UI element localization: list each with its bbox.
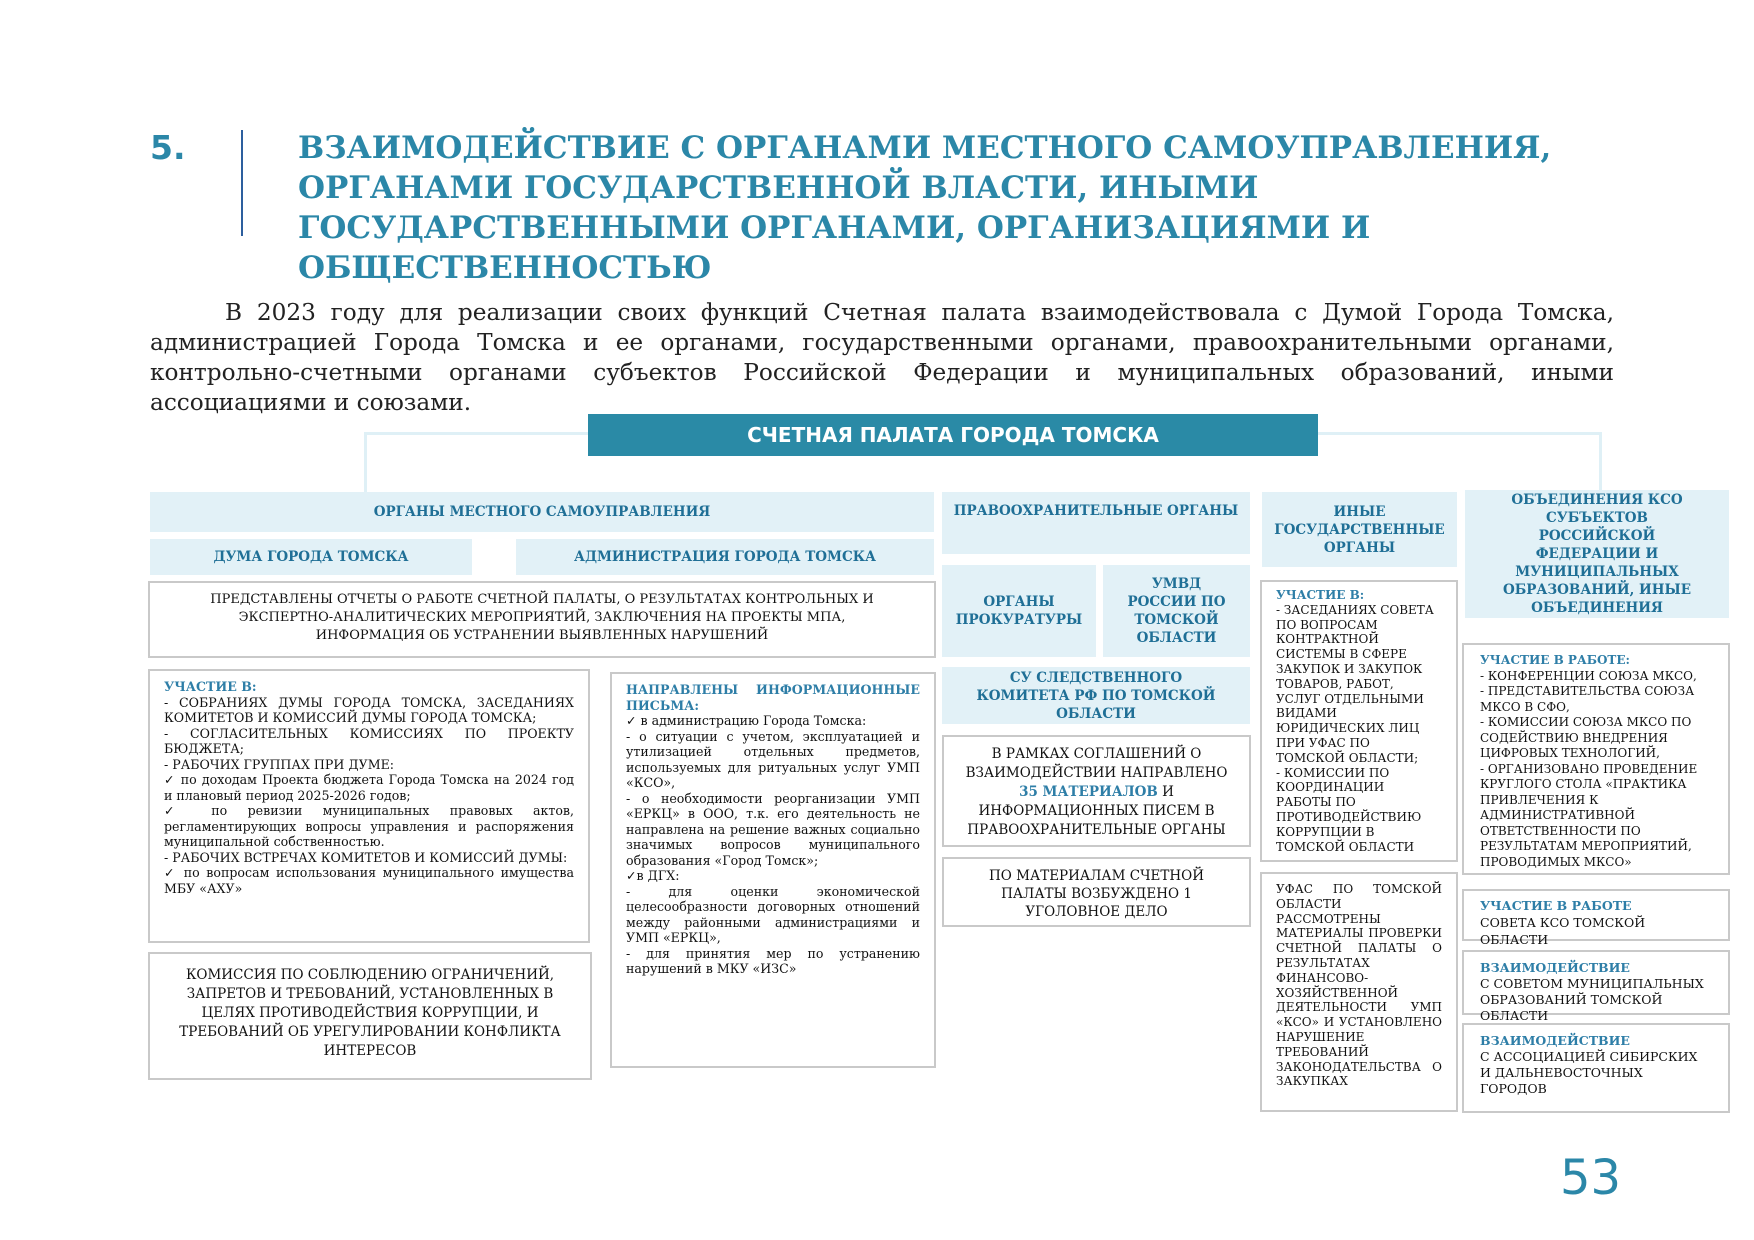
assoc-work-line: - КОНФЕРЕНЦИИ СОЮЗА МКСО, [1480, 668, 1697, 683]
agreements-text-pre: В РАМКАХ СОГЛАШЕНИЙ О ВЗАИМОДЕЙСТВИИ НАПРАВЛЕНО [965, 746, 1228, 781]
section-title: ВЗАИМОДЕЙСТВИЕ С ОРГАНАМИ МЕСТНОГО САМОУПРАВЛЕНИЯ, ОРГАНАМИ ГОСУДАРСТВЕННОЙ ВЛАСТИ, ИНЫМИ ГОСУДАРСТВЕННЫМИ ОРГАНАМИ, ОРГАНИЗАЦИЯМИ И ОБЩЕСТВЕННОСТЬЮ [298, 130, 1552, 286]
assoc-work-box [1462, 643, 1730, 875]
commission-text: КОМИССИЯ ПО СОБЛЮДЕНИЮ ОГРАНИЧЕНИЙ, ЗАПРЕТОВ И ТРЕБОВАНИЙ, УСТАНОВЛЕННЫХ В ЦЕЛЯХ ПРОТИВОДЕЙСТВИЯ КОРРУПЦИИ, И ТРЕБОВАНИЙ ОБ УРЕГУЛИРОВАНИИ КОНФЛИКТА ИНТЕРЕСОВ [179, 967, 561, 1059]
section-number: 5. [150, 128, 186, 167]
assoc-work-label: УЧАСТИЕ В РАБОТЕ: [1480, 653, 1630, 667]
agreements-count: 35 МАТЕРИАЛОВ [1019, 784, 1158, 800]
page-number: 53 [1560, 1150, 1622, 1206]
letters-label: НАПРАВЛЕНЫ ИНФОРМАЦИОННЫЕ ПИСЬМА: [626, 682, 920, 713]
letters-box [610, 672, 936, 1068]
letters-line: - для оценки экономической целесообразности договорных отношений между районными администрациями и УМП «ЕРКЦ», [626, 883, 920, 945]
letters-line: ✓ в администрацию Города Томска: [626, 713, 867, 728]
assoc-work-line: - ПРЕДСТАВИТЕЛЬСТВА СОЮЗА МКСО В СФО, [1480, 684, 1695, 714]
duma-participation-box [148, 669, 590, 943]
criminal-case-box [942, 857, 1251, 927]
chamber-banner: СЧЕТНАЯ ПАЛАТА ГОРОДА ТОМСКА [588, 414, 1318, 456]
other-government-header: ИНЫЕ ГОСУДАРСТВЕННЫЕ ОРГАНЫ [1262, 492, 1457, 567]
duma-participation-line: ✓ по доходам Проекта бюджета Города Томска на 2024 год и плановый период 2025-2026 годов; [164, 772, 574, 803]
criminal-case-text: ПО МАТЕРИАЛАМ СЧЕТНОЙ ПАЛАТЫ ВОЗБУЖДЕНО 1 УГОЛОВНОЕ ДЕЛО [989, 868, 1204, 920]
agreements-box [942, 735, 1251, 847]
interaction-municipal-text: С СОВЕТОМ МУНИЦИПАЛЬНЫХ ОБРАЗОВАНИЙ ТОМСКОЙ ОБЛАСТИ [1480, 976, 1704, 1023]
gov-participation-label: УЧАСТИЕ В: [1276, 588, 1365, 602]
duma-header: ДУМА ГОРОДА ТОМСКА [150, 539, 472, 575]
law-enforcement-header: ПРАВООХРАНИТЕЛЬНЫЕ ОРГАНЫ [942, 492, 1250, 554]
duma-participation-line: - РАБОЧИХ ГРУППАХ ПРИ ДУМЕ: [164, 756, 395, 772]
duma-participation-line: - СОБРАНИЯХ ДУМЫ ГОРОДА ТОМСКА, ЗАСЕДАНИЯХ КОМИТЕТОВ И КОМИССИЙ ДУМЫ ГОРОДА ТОМСКА; [164, 694, 574, 725]
letters-line: - о ситуации с учетом, эксплуатацией и утилизацией отдельных предметов, используемых для ритуальных услуг УМП «КСО», [626, 728, 920, 790]
investigative-committee-header: СУ СЛЕДСТВЕННОГО КОМИТЕТА РФ ПО ТОМСКОЙ ОБЛАСТИ [942, 667, 1250, 724]
reports-text: ПРЕДСТАВЛЕНЫ ОТЧЕТЫ О РАБОТЕ СЧЕТНОЙ ПАЛАТЫ, О РЕЗУЛЬТАТАХ КОНТРОЛЬНЫХ И ЭКСПЕРТНО-АНАЛИТИЧЕСКИХ МЕРОПРИЯТИЙ, ЗАКЛЮЧЕНИЯ НА ПРОЕКТЫ МПА, ИНФОРМАЦИЯ ОБ УСТРАНЕНИИ ВЫЯВЛЕННЫХ НАРУШЕНИЙ [210, 592, 874, 643]
intro-paragraph: В 2023 году для реализации своих функций Счетная палата взаимодействовала с Думой Города Томска, администрацией Города Томска и ее органами, государственными органами, правоохранительными органами, контрольно-счетными органами субъектов Российской Федерации и муниципальных образований, иными ассоциациями и союзами. [150, 299, 1614, 416]
assoc-work-line: - КОМИССИИ СОЮЗА МКСО ПО СОДЕЙСТВИЮ ВНЕДРЕНИЯ ЦИФРОВЫХ ТЕХНОЛОГИЙ, [1480, 715, 1692, 760]
ufas-text: УФАС ПО ТОМСКОЙ ОБЛАСТИ РАССМОТРЕНЫ МАТЕРИАЛЫ ПРОВЕРКИ СЧЕТНОЙ ПАЛАТЫ О РЕЗУЛЬТАТАХ ФИНАНСОВО-ХОЗЯЙСТВЕННОЙ ДЕЯТЕЛЬНОСТИ УМП «КСО» И УСТАНОВЛЕНО НАРУШЕНИЕ ТРЕБОВАНИЙ ЗАКОНОДАТЕЛЬСТВА О ЗАКУПКАХ [1276, 882, 1442, 1089]
local-government-header: ОРГАНЫ МЕСТНОГО САМОУПРАВЛЕНИЯ [150, 492, 934, 532]
connector-right [1599, 432, 1602, 490]
duma-participation-line: ✓ по вопросам использования муниципального имущества МБУ «АХУ» [164, 865, 574, 896]
prosecutor-header: ОРГАНЫ ПРОКУРАТУРЫ [942, 565, 1096, 657]
ufas-box [1260, 872, 1458, 1112]
interaction-siberian-text: С АССОЦИАЦИЕЙ СИБИРСКИХ И ДАЛЬНЕВОСТОЧНЫХ ГОРОДОВ [1480, 1049, 1698, 1096]
gov-participation-box [1260, 580, 1458, 862]
duma-participation-line: - СОГЛАСИТЕЛЬНЫХ КОМИССИЯХ ПО ПРОЕКТУ БЮДЖЕТА; [164, 725, 574, 756]
gov-participation-line: - ЗАСЕДАНИЯХ СОВЕТА ПО ВОПРОСАМ КОНТРАКТНОЙ СИСТЕМЫ В СФЕРЕ ЗАКУПОК И ЗАКУПОК ТОВАРОВ, РАБОТ, УСЛУГ ОТДЕЛЬНЫМИ ВИДАМИ ЮРИДИЧЕСКИХ ЛИЦ ПРИ УФАС ПО ТОМСКОЙ ОБЛАСТИ; [1276, 602, 1434, 765]
gov-participation-line: - КОМИССИИ ПО КООРДИНАЦИИ РАБОТЫ ПО ПРОТИВОДЕЙСТВИЮ КОРРУПЦИИ В ТОМСКОЙ ОБЛАСТИ [1276, 765, 1422, 854]
commission-box [148, 952, 592, 1080]
letters-line: - для принятия мер по устранению нарушений в МКУ «ИЗС» [626, 945, 920, 976]
section-divider [241, 130, 243, 236]
duma-participation-line: - РАБОЧИХ ВСТРЕЧАХ КОМИТЕТОВ И КОМИССИЙ ДУМЫ: [164, 849, 568, 865]
letters-line: - о необходимости реорганизации УМП «ЕРКЦ» в ООО, т.к. его деятельность не направлена на решение важных социально значимых вопросов муниципального образования «Город Томск»; [626, 790, 920, 868]
interaction-siberian-box [1462, 1023, 1730, 1113]
duma-participation-label: УЧАСТИЕ В: [164, 679, 257, 694]
reports-box [148, 581, 936, 658]
council-text: СОВЕТА КСО ТОМСКОЙ ОБЛАСТИ [1480, 915, 1646, 947]
interaction-municipal-box [1462, 950, 1730, 1023]
interaction-municipal-label: ВЗАИМОДЕЙСТВИЕ [1480, 960, 1630, 975]
associations-header: ОБЪЕДИНЕНИЯ КСО СУБЪЕКТОВ РОССИЙСКОЙ ФЕДЕРАЦИИ И МУНИЦИПАЛЬНЫХ ОБРАЗОВАНИЙ, ИНЫЕ ОБЪЕДИНЕНИЯ [1465, 490, 1729, 618]
administration-header: АДМИНИСТРАЦИЯ ГОРОДА ТОМСКА [516, 539, 934, 575]
connector-left [364, 432, 367, 492]
letters-line: ✓в ДГХ: [626, 868, 680, 883]
duma-participation-line: ✓ по ревизии муниципальных правовых актов, регламентирующих вопросы управления и распоряжения муниципальной собственностью. [164, 803, 574, 849]
assoc-work-line: - ОРГАНИЗОВАНО ПРОВЕДЕНИЕ КРУГЛОГО СТОЛА «ПРАКТИКА ПРИВЛЕЧЕНИЯ К АДМИНИСТРАТИВНОЙ ОТВЕТСТВЕННОСТИ ПО РЕЗУЛЬТАТАМ МЕРОПРИЯТИЙ, ПРОВОДИМЫХ МКСО» [1480, 761, 1698, 869]
agreements-text-post: И ИНФОРМАЦИОННЫХ ПИСЕМ В ПРАВООХРАНИТЕЛЬНЫЕ ОРГАНЫ [967, 784, 1226, 838]
umvd-header: УМВД РОССИИ ПО ТОМСКОЙ ОБЛАСТИ [1103, 565, 1250, 657]
interaction-siberian-label: ВЗАИМОДЕЙСТВИЕ [1480, 1033, 1630, 1048]
council-label: УЧАСТИЕ В РАБОТЕ [1480, 898, 1632, 913]
council-box [1462, 889, 1730, 947]
